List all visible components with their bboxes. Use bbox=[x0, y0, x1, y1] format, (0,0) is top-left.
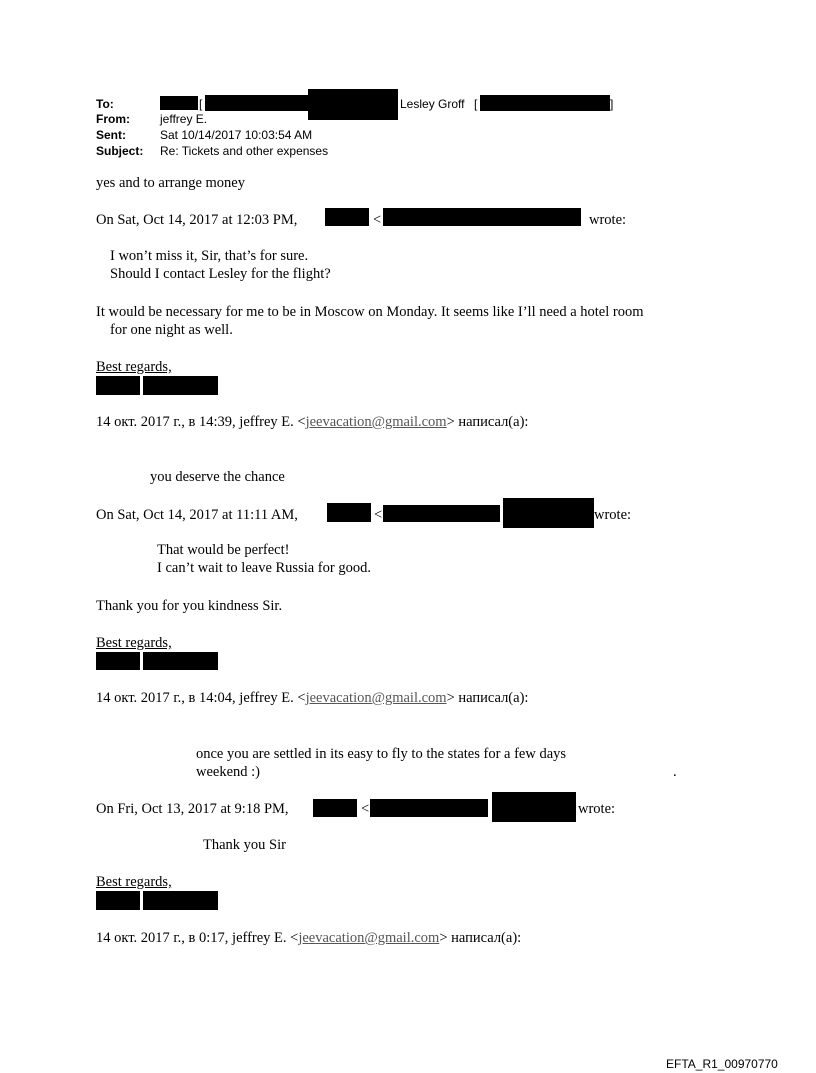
quote-attribution-lt: < bbox=[374, 507, 383, 523]
signoff: Best regards, bbox=[96, 359, 172, 375]
redaction-box bbox=[96, 652, 140, 670]
sent-value: Sat 10/14/2017 10:03:54 AM bbox=[160, 128, 313, 142]
redaction-box bbox=[96, 891, 140, 910]
reply-attribution: 14 окт. 2017 г., в 14:39, jeffrey E. <jeevacation@gmail.com> написал(а): bbox=[96, 414, 529, 430]
to-bracket: [ bbox=[474, 97, 478, 111]
message-line: That would be perfect! bbox=[157, 542, 290, 558]
redaction-box bbox=[313, 799, 357, 817]
from-label: From: bbox=[96, 112, 130, 126]
signoff: Best regards, bbox=[96, 635, 172, 651]
document-id: EFTA_R1_00970770 bbox=[666, 1057, 778, 1071]
reply-text: once you are settled in its easy to fly to the states for a few days bbox=[196, 746, 567, 762]
quote-attribution: On Fri, Oct 13, 2017 at 9:18 PM, bbox=[96, 801, 289, 817]
quote-attribution-wrote: wrote: bbox=[589, 212, 627, 228]
email-link[interactable]: jeevacation@gmail.com bbox=[305, 414, 447, 430]
redaction-box bbox=[160, 96, 198, 110]
reply-attribution: 14 окт. 2017 г., в 14:04, jeffrey E. <jeevacation@gmail.com> написал(а): bbox=[96, 690, 529, 706]
redaction-box bbox=[383, 505, 500, 522]
message-line: I can’t wait to leave Russia for good. bbox=[157, 560, 371, 576]
message-line: Thank you Sir bbox=[203, 837, 286, 853]
quote-attribution-wrote: wrote: bbox=[594, 507, 632, 523]
message-paragraph: for one night as well. bbox=[110, 322, 233, 338]
quote-attribution-wrote: wrote: bbox=[578, 801, 616, 817]
redaction-box bbox=[480, 95, 610, 111]
quote-attribution-lt: < bbox=[373, 212, 382, 228]
sent-label: Sent: bbox=[96, 128, 126, 142]
to-label: To: bbox=[96, 97, 114, 111]
redaction-box bbox=[308, 89, 398, 120]
quote-attribution: On Sat, Oct 14, 2017 at 12:03 PM, bbox=[96, 212, 298, 228]
to-bracket: ] bbox=[610, 97, 614, 111]
to-recipient-name: Lesley Groff bbox=[400, 97, 465, 111]
message-line: Should I contact Lesley for the flight? bbox=[110, 266, 331, 282]
redaction-box bbox=[96, 376, 140, 395]
redaction-box bbox=[205, 95, 308, 111]
reply-text: you deserve the chance bbox=[150, 469, 285, 485]
redaction-box bbox=[143, 376, 218, 395]
redaction-box bbox=[325, 208, 369, 226]
stray-mark: . bbox=[673, 764, 677, 780]
reply-text: weekend :) bbox=[196, 764, 261, 780]
reply-attribution: 14 окт. 2017 г., в 0:17, jeffrey E. <jeevacation@gmail.com> написал(а): bbox=[96, 930, 522, 946]
redaction-box bbox=[370, 799, 488, 817]
to-bracket: [ bbox=[199, 97, 203, 111]
subject-label: Subject: bbox=[96, 144, 144, 158]
quote-attribution-lt: < bbox=[361, 801, 370, 817]
email-link[interactable]: jeevacation@gmail.com bbox=[305, 690, 447, 706]
message-paragraph: It would be necessary for me to be in Moscow on Monday. It seems like I’ll need a hotel room bbox=[96, 304, 644, 320]
redaction-box bbox=[143, 652, 218, 670]
message-line: I won’t miss it, Sir, that’s for sure. bbox=[110, 248, 309, 264]
redaction-box bbox=[383, 208, 581, 226]
redaction-box bbox=[492, 792, 576, 822]
subject-value: Re: Tickets and other expenses bbox=[160, 144, 329, 158]
quote-attribution: On Sat, Oct 14, 2017 at 11:11 AM, bbox=[96, 507, 298, 523]
reply-text: yes and to arrange money bbox=[96, 175, 245, 191]
redaction-box bbox=[503, 498, 594, 528]
signoff: Best regards, bbox=[96, 874, 172, 890]
from-value: jeffrey E. bbox=[160, 112, 208, 126]
email-link[interactable]: jeevacation@gmail.com bbox=[298, 930, 440, 946]
redaction-box bbox=[327, 503, 371, 522]
redaction-box bbox=[143, 891, 218, 910]
message-paragraph: Thank you for you kindness Sir. bbox=[96, 598, 283, 614]
